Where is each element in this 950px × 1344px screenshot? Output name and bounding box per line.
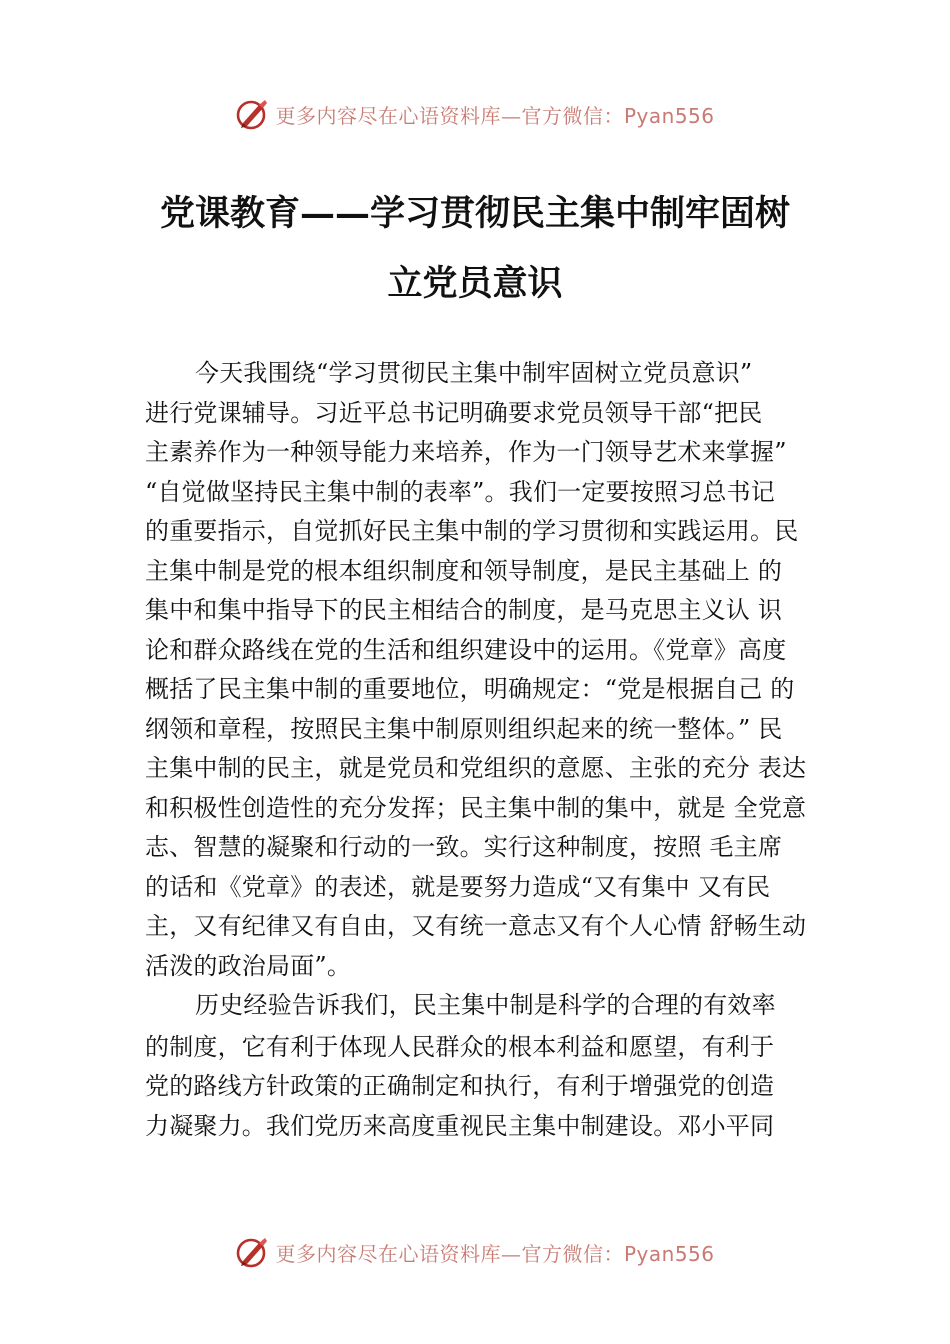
header-banner-text: 更多内容尽在心语资料库—官方微信：Pyan556 xyxy=(275,103,715,128)
header-banner xyxy=(0,94,950,134)
body-line: 集中和集中指导下的民主相结合的制度，是马克思主义认 识 xyxy=(145,596,783,624)
body-line: 主，又有纪律又有自由，又有统一意志又有个人心情 舒畅生动 xyxy=(145,912,807,940)
body-line: 力凝聚力。我们党历来高度重视民主集中制建设。邓小平同 xyxy=(145,1111,775,1140)
pen-logo-icon xyxy=(235,1235,269,1269)
body-line: 和积极性创造性的充分发挥；民主集中制的集中，就是 全党意 xyxy=(145,793,807,822)
pen-logo-icon xyxy=(235,97,269,131)
body-line: 论和群众路线在党的生活和组织建设中的运用。《党章》高度 xyxy=(145,635,787,664)
body-line: 主集中制的民主，就是党员和党组织的意愿、主张的充分 表达 xyxy=(145,754,807,782)
footer-wechat-id: Pyan556 xyxy=(623,1241,715,1266)
body-line: 党的路线方针政策的正确制定和执行，有利于增强党的创造 xyxy=(145,1072,775,1100)
body-line: 历史经验告诉我们，民主集中制是科学的合理的有效率 xyxy=(195,991,776,1019)
body-line: 活泼的政治局面”。 xyxy=(145,951,352,980)
footer-banner xyxy=(0,1232,950,1272)
footer-banner-text: 更多内容尽在心语资料库—官方微信：Pyan556 xyxy=(275,1241,715,1266)
body-line: 纲领和章程，按照民主集中制原则组织起来的统一整体。” 民 xyxy=(145,714,783,743)
document-title-line-1: 党课教育——学习贯彻民主集中制牢固树 xyxy=(159,193,790,234)
body-line: 的重要指示，自觉抓好民主集中制的学习贯彻和实践运用。民 xyxy=(145,517,799,545)
body-line: 主集中制是党的根本组织制度和领导制度，是民主基础上 的 xyxy=(145,556,783,585)
header-wechat-id: Pyan556 xyxy=(623,103,715,128)
body-line: 今天我围绕“学习贯彻民主集中制牢固树立党员意识” xyxy=(195,359,753,387)
body-line: 的制度，它有利于体现人民群众的根本利益和愿望，有利于 xyxy=(145,1032,775,1061)
body-line: 的话和《党章》的表述，就是要努力造成“又有集中 又有民 xyxy=(145,872,771,901)
body-line: 概括了民主集中制的重要地位，明确规定：“党是根据自己 的 xyxy=(145,675,795,703)
body-line: 志、智慧的凝聚和行动的一致。实行这种制度，按照 毛主席 xyxy=(145,833,783,861)
body-line: 进行党课辅导。习近平总书记明确要求党员领导干部“把民 xyxy=(145,398,763,427)
document-body xyxy=(145,354,835,1146)
document-title-line-2: 立党员意识 xyxy=(387,263,563,304)
body-line: 主素养作为一种领导能力来培养，作为一门领导艺术来掌握” xyxy=(145,438,787,466)
body-line: “自觉做坚持民主集中制的表率”。我们一定要按照习总书记 xyxy=(145,477,775,506)
